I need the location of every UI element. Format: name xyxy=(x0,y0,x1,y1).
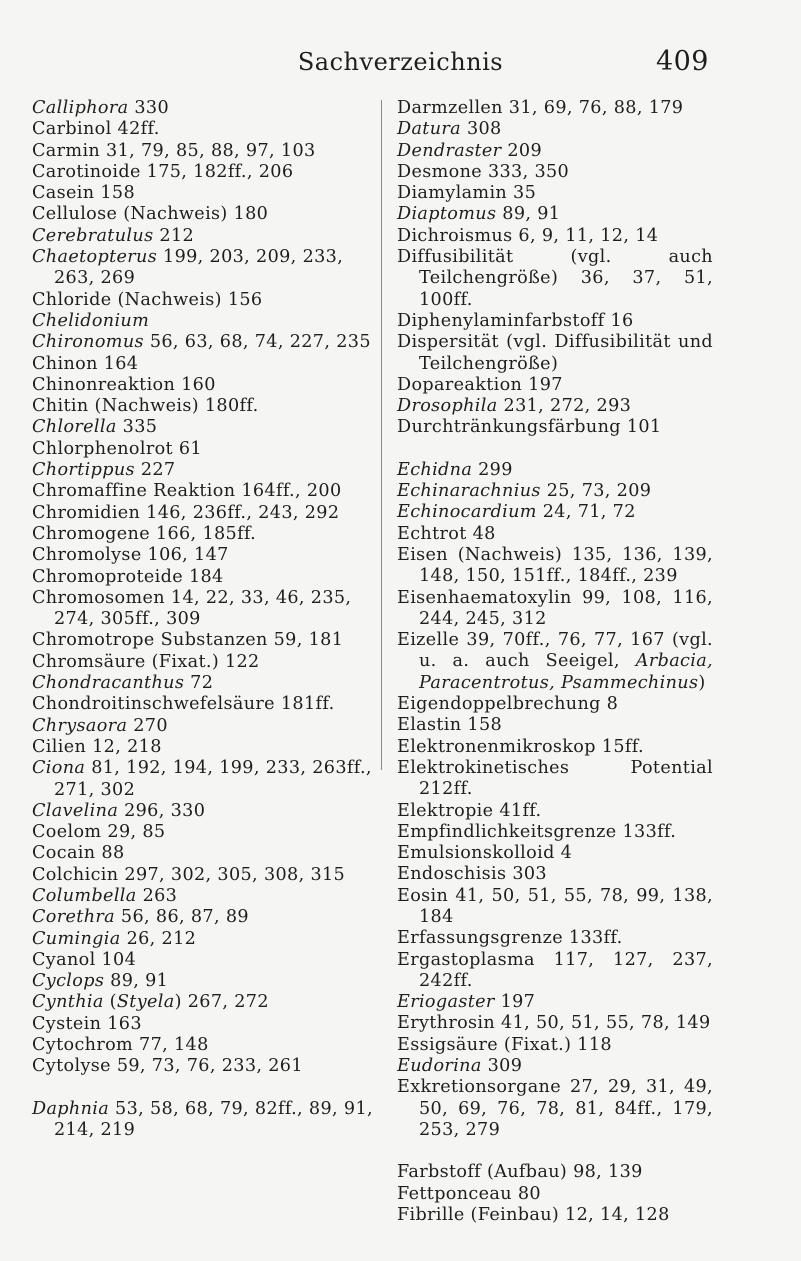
entry-text: 299 xyxy=(472,459,513,480)
index-entry xyxy=(397,119,713,140)
index-entry xyxy=(397,204,713,225)
entry-text: Cystein 163 xyxy=(32,1013,142,1034)
index-entry xyxy=(32,673,377,694)
index-entry xyxy=(397,375,713,396)
entry-italic-text: Chaetopterus xyxy=(32,247,158,268)
entry-text: Chromsäure (Fixat.) 122 xyxy=(32,651,260,672)
index-entry xyxy=(397,247,713,311)
index-entry xyxy=(397,864,713,885)
entry-text: Cytochrom 77, 148 xyxy=(32,1035,209,1056)
running-title: Sachverzeichnis xyxy=(297,48,504,76)
index-entry xyxy=(397,715,713,736)
entry-text: Exkretionsorgane 27, 29, 31, 49, 50, 69, 76, 78, 81, 84ff., 179, 253, 279 xyxy=(397,1077,713,1140)
entry-text: Cytolyse 59, 73, 76, 233, 261 xyxy=(32,1056,303,1077)
entry-text: 308 xyxy=(461,119,502,140)
entry-italic-text: Chironomus xyxy=(32,332,144,353)
entry-text: 197 xyxy=(494,992,536,1013)
entry-italic-text: Styela xyxy=(116,992,175,1013)
page-number: 409 xyxy=(655,46,709,77)
index-entry xyxy=(32,481,377,502)
entry-text: Diphenylaminfarbstoff 16 xyxy=(397,310,634,331)
entry-italic-text: Echinocardium xyxy=(397,502,537,523)
entry-italic-text: Eriogaster xyxy=(397,992,495,1013)
index-entry xyxy=(32,801,377,822)
entry-text: 199, 203, 209, 233, 263, 269 xyxy=(54,247,344,289)
index-entry xyxy=(32,652,377,673)
index-entry xyxy=(32,567,377,588)
index-entry xyxy=(397,524,713,545)
entry-text: Endoschisis 303 xyxy=(397,864,547,885)
entry-italic-text: Chlorella xyxy=(32,417,117,438)
index-entry xyxy=(397,396,713,417)
entry-text: Eosin 41, 50, 51, 55, 78, 99, 138, 184 xyxy=(397,885,713,927)
index-entry xyxy=(397,843,713,864)
index-entry xyxy=(32,1099,377,1142)
entry-text: Casein 158 xyxy=(32,183,136,204)
entry-text: Empfindlichkeitsgrenze 133ff. xyxy=(397,821,677,842)
index-entry xyxy=(32,98,377,119)
index-entry xyxy=(32,971,377,992)
entry-italic-text: Chondracanthus xyxy=(32,673,185,694)
entry-text: Erythrosin 41, 50, 51, 55, 78, 149 xyxy=(397,1013,711,1034)
index-entry xyxy=(397,98,713,119)
entry-text: Chromolyse 106, 147 xyxy=(32,545,229,566)
entry-italic-text: Cynthia xyxy=(32,992,104,1013)
index-entry xyxy=(397,1013,713,1034)
index-entry xyxy=(397,332,713,375)
entry-text: Eisenhaematoxylin 99, 108, 116, 244, 245, 312 xyxy=(397,587,713,629)
entry-text: Diamylamin 35 xyxy=(397,183,537,204)
index-entry xyxy=(32,439,377,460)
index-entry xyxy=(397,801,713,822)
index-entry xyxy=(397,822,713,843)
entry-text: Cocain 88 xyxy=(32,843,125,864)
entry-text: Cellulose (Nachweis) 180 xyxy=(32,204,269,225)
entry-italic-text: Cumingia xyxy=(32,928,121,949)
entry-italic-text: Echinarachnius xyxy=(397,481,541,502)
entry-text: ) 267, 272 xyxy=(174,992,269,1013)
entry-italic-text: Chortippus xyxy=(32,460,135,481)
index-entry xyxy=(397,1162,713,1183)
index-entry xyxy=(32,183,377,204)
entry-text: Chromidien 146, 236ff., 243, 292 xyxy=(32,502,340,523)
index-entry xyxy=(32,204,377,225)
entry-text: Carbinol 42ff. xyxy=(32,119,160,140)
index-entry xyxy=(32,503,377,524)
entry-italic-text: Corethra xyxy=(32,907,115,928)
entry-text: 335 xyxy=(116,417,158,438)
index-entry xyxy=(32,716,377,737)
entry-text: 89, 91 xyxy=(496,204,561,225)
entry-italic-text: Cyclops xyxy=(32,971,105,992)
index-entry xyxy=(397,502,713,523)
index-entry xyxy=(32,119,377,140)
entry-italic-text: Daphnia xyxy=(32,1098,110,1119)
index-entry xyxy=(32,247,377,290)
index-entry xyxy=(32,226,377,247)
entry-italic-text: Drosophila xyxy=(397,396,498,417)
entry-text: Emulsionskolloid 4 xyxy=(397,843,573,864)
index-entry xyxy=(32,545,377,566)
index-entry xyxy=(397,1035,713,1056)
index-entry xyxy=(32,1056,377,1077)
entry-text: Erfassungsgrenze 133ff. xyxy=(397,928,623,949)
entry-text: ) xyxy=(698,672,706,693)
index-entry xyxy=(397,1056,713,1077)
entry-italic-text: Calliphora xyxy=(32,98,129,118)
entry-text: Desmone 333, 350 xyxy=(397,161,570,182)
entry-text: Dichroismus 6, 9, 11, 12, 14 xyxy=(397,225,659,246)
index-entry xyxy=(32,737,377,758)
entry-text: Ergastoplasma 117, 127, 237, 242ff. xyxy=(397,949,713,991)
index-column-left xyxy=(32,98,377,1141)
index-entry xyxy=(397,162,713,183)
index-entry xyxy=(397,928,713,949)
entry-text: 56, 86, 87, 89 xyxy=(114,907,249,928)
index-entry xyxy=(32,417,377,438)
entry-text: Colchicin 297, 302, 305, 308, 315 xyxy=(32,864,346,885)
entry-text: Carotinoide 175, 182ff., 206 xyxy=(32,161,294,182)
entry-text: ( xyxy=(103,992,117,1013)
entry-text: Cyanol 104 xyxy=(32,949,137,970)
entry-text: 26, 212 xyxy=(120,928,197,949)
entry-text: 227 xyxy=(134,460,176,481)
entry-text: Essigsäure (Fixat.) 118 xyxy=(397,1034,612,1055)
index-entry xyxy=(397,311,713,332)
index-column-right xyxy=(397,98,713,1226)
entry-text: Darmzellen 31, 69, 76, 88, 179 xyxy=(397,98,684,118)
index-entry xyxy=(32,865,377,886)
entry-text: 296, 330 xyxy=(118,800,206,821)
index-entry xyxy=(397,950,713,993)
entry-italic-text: Datura xyxy=(397,119,461,140)
index-entry xyxy=(32,141,377,162)
entry-text: Coelom 29, 85 xyxy=(32,822,166,843)
index-entry xyxy=(32,929,377,950)
index-entry xyxy=(397,588,713,631)
index-entry xyxy=(32,992,377,1013)
index-entry xyxy=(397,226,713,247)
entry-text: 212 xyxy=(153,225,195,246)
index-entry xyxy=(397,545,713,588)
index-entry xyxy=(397,460,713,481)
entry-italic-text: Chelidonium xyxy=(32,310,150,331)
entry-text: Chlorphenolrot 61 xyxy=(32,438,202,459)
index-entry xyxy=(32,375,377,396)
entry-text: Elastin 158 xyxy=(397,715,503,736)
entry-text: Echtrot 48 xyxy=(397,523,496,544)
index-entry xyxy=(32,950,377,971)
index-entry xyxy=(32,822,377,843)
entry-text: Chitin (Nachweis) 180ff. xyxy=(32,396,259,417)
index-entry xyxy=(397,992,713,1013)
page-header xyxy=(0,48,801,88)
index-entry xyxy=(397,1184,713,1205)
index-entry xyxy=(397,141,713,162)
index-entry xyxy=(32,311,377,332)
index-entry xyxy=(397,694,713,715)
entry-text: Elektropie 41ff. xyxy=(397,800,542,821)
entry-text: 209 xyxy=(501,140,543,161)
entry-text: Fibrille (Feinbau) 12, 14, 128 xyxy=(397,1204,670,1225)
index-entry xyxy=(32,694,377,715)
entry-italic-text: Arbacia, Paracentrotus, Psammechinus xyxy=(419,651,713,693)
entry-text: 81, 192, 194, 199, 233, 263ff., 271, 302 xyxy=(54,758,372,800)
index-entry xyxy=(32,162,377,183)
entry-text: Chromoproteide 184 xyxy=(32,566,224,587)
entry-text: Chromaffine Reaktion 164ff., 200 xyxy=(32,481,342,502)
entry-text: Chromogene 166, 185ff. xyxy=(32,523,257,544)
entry-text: 89, 91 xyxy=(104,971,169,992)
index-entry xyxy=(32,1035,377,1056)
entry-text: Eizelle 39, 70ff., 76, 77, 167 (vgl. u. a. auch Seeigel, xyxy=(397,630,713,672)
entry-text: 72 xyxy=(184,673,214,694)
index-entry xyxy=(397,886,713,929)
entry-text: 231, 272, 293 xyxy=(497,396,632,417)
index-entry xyxy=(32,1014,377,1035)
entry-text: Elektrokinetisches Potential 212ff. xyxy=(397,757,713,800)
entry-text: 24, 71, 72 xyxy=(536,502,636,523)
entry-text: Chinon 164 xyxy=(32,353,139,374)
index-entry xyxy=(32,396,377,417)
entry-text: Chromotrope Substanzen 59, 181 xyxy=(32,630,344,651)
entry-text: Chinonreaktion 160 xyxy=(32,374,216,395)
index-entry xyxy=(32,332,377,353)
index-entry xyxy=(397,737,713,758)
entry-text: Eigendoppelbrechung 8 xyxy=(397,694,619,715)
index-entry xyxy=(397,183,713,204)
entry-text: Chondroitinschwefelsäure 181ff. xyxy=(32,694,335,715)
entry-text: 25, 73, 209 xyxy=(540,481,652,502)
entry-text: Dopareaktion 197 xyxy=(397,374,563,395)
index-entry xyxy=(32,630,377,651)
entry-italic-text: Ciona xyxy=(32,758,86,779)
entry-italic-text: Echidna xyxy=(397,459,473,480)
index-entry xyxy=(397,481,713,502)
entry-text: Eisen (Nachweis) 135, 136, 139, 148, 150, 151ff., 184ff., 239 xyxy=(397,544,713,587)
entry-text: Farbstoff (Aufbau) 98, 139 xyxy=(397,1162,643,1183)
entry-italic-text: Chrysaora xyxy=(32,715,128,736)
index-entry xyxy=(32,460,377,481)
entry-text: Elektronenmikroskop 15ff. xyxy=(397,736,644,757)
entry-text: 56, 63, 68, 74, 227, 235 xyxy=(143,332,371,353)
entry-text: Diffusibilität (vgl. auch Teilchengröße) 36, 37, 51, 100ff. xyxy=(397,247,713,310)
index-entry xyxy=(397,1205,713,1226)
index-entry xyxy=(32,843,377,864)
entry-italic-text: Columbella xyxy=(32,885,137,906)
index-entry xyxy=(397,758,713,801)
entry-text: 309 xyxy=(481,1056,523,1077)
entry-text: Carmin 31, 79, 85, 88, 97, 103 xyxy=(32,140,316,161)
entry-text: Chromosomen 14, 22, 33, 46, 235, 274, 305ff., 309 xyxy=(32,587,352,630)
entry-italic-text: Diaptomus xyxy=(397,204,497,225)
index-entry xyxy=(32,524,377,545)
index-entry xyxy=(32,354,377,375)
index-entry xyxy=(32,907,377,928)
entry-text: Dispersität (vgl. Diffusibilität und Teilchengröße) xyxy=(397,332,713,374)
entry-italic-text: Dendraster xyxy=(397,140,502,161)
index-entry xyxy=(397,1077,713,1141)
entry-italic-text: Clavelina xyxy=(32,800,119,821)
entry-text: Chloride (Nachweis) 156 xyxy=(32,289,263,310)
entry-text: 330 xyxy=(128,98,169,118)
column-divider xyxy=(381,100,382,770)
entry-italic-text: Eudorina xyxy=(397,1056,482,1077)
entry-text: Durchtränkungsfärbung 101 xyxy=(397,417,662,438)
entry-italic-text: Cerebratulus xyxy=(32,225,154,246)
index-entry xyxy=(397,630,713,694)
entry-text: Fettponceau 80 xyxy=(397,1183,541,1204)
index-entry xyxy=(397,417,713,438)
index-entry xyxy=(32,758,377,801)
entry-text: 53, 58, 68, 79, 82ff., 89, 91, 214, 219 xyxy=(54,1098,373,1140)
entry-text: Cilien 12, 218 xyxy=(32,736,162,757)
entry-text: 263 xyxy=(136,885,178,906)
index-entry xyxy=(32,886,377,907)
index-entry xyxy=(32,588,377,631)
index-entry xyxy=(32,290,377,311)
entry-text: 270 xyxy=(127,715,168,736)
